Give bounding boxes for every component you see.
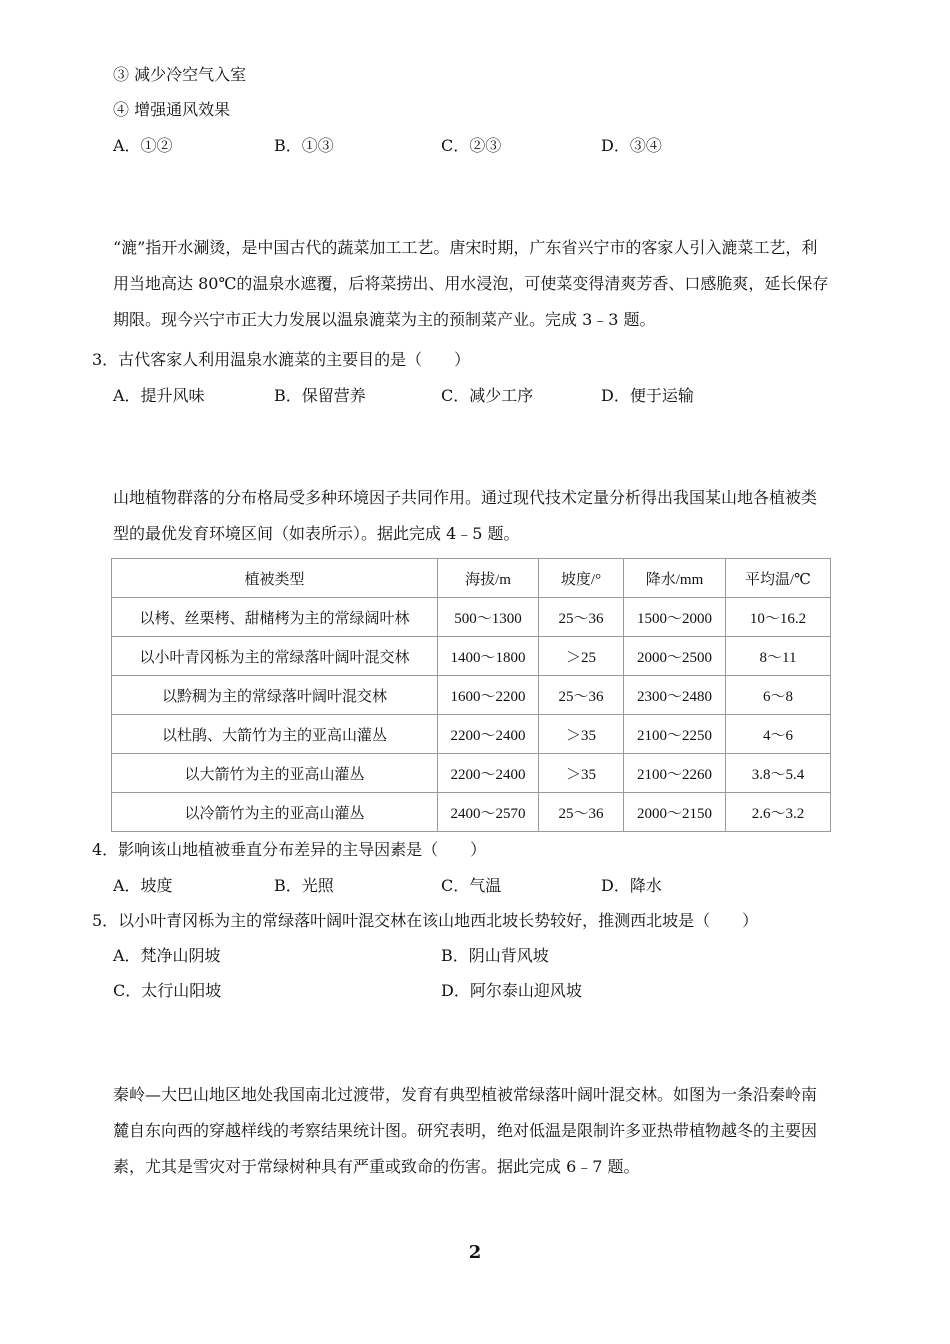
table-row	[112, 598, 831, 637]
header-slope: 坡度/°	[539, 559, 624, 598]
cell-altitude: 2200～2400	[438, 754, 539, 793]
passage-mountain-vegetation	[113, 480, 858, 552]
header-precipitation: 降水/mm	[624, 559, 726, 598]
cell-vegetation-type: 以冷箭竹为主的亚高山灌丛	[112, 793, 438, 832]
cell-vegetation-type: 以大箭竹为主的亚高山灌丛	[112, 754, 438, 793]
cell-altitude: 1600～2200	[438, 676, 539, 715]
cell-altitude: 1400～1800	[438, 637, 539, 676]
passage-line: 型的最优发育环境区间（如表所示）。据此完成 4﹣5 题。	[113, 524, 520, 543]
q3-option-b: B．保留营养	[274, 386, 366, 405]
passage-line: 素，尤其是雪灾对于常绿树种具有严重或致命的伤害。据此完成 6﹣7 题。	[113, 1157, 640, 1176]
cell-altitude: 500～1300	[438, 598, 539, 637]
header-vegetation-type: 植被类型	[112, 559, 438, 598]
q5-option-a: A．梵净山阴坡	[113, 946, 221, 965]
cell-slope: 25～36	[539, 676, 624, 715]
cell-mean-temperature: 4～6	[726, 715, 831, 754]
cell-mean-temperature: 3.8～5.4	[726, 754, 831, 793]
q3-stem: 3．古代客家人利用温泉水漉菜的主要目的是（ ）	[92, 350, 471, 369]
passage-qinling-daba	[113, 1077, 858, 1185]
q3-option-c: C．减少工序	[441, 386, 534, 405]
cell-precipitation: 2100～2260	[624, 754, 726, 793]
cell-vegetation-type: 以小叶青冈栎为主的常绿落叶阔叶混交林	[112, 637, 438, 676]
q5-option-c: C．太行山阳坡	[113, 981, 222, 1000]
passage-line: 秦岭—大巴山地区地处我国南北过渡带，发育有典型植被常绿落叶阔叶混交林。如图为一条沿秦岭南	[113, 1085, 818, 1104]
q5-option-b: B．阴山背风坡	[441, 946, 549, 965]
q5-stem: 5．以小叶青冈栎为主的常绿落叶阔叶混交林在该山地西北坡长势较好，推测西北坡是（ ）	[92, 911, 759, 930]
vegetation-environment-table	[111, 558, 831, 832]
q2-option-c: C．②③	[441, 136, 502, 155]
cell-precipitation: 2100～2250	[624, 715, 726, 754]
cell-mean-temperature: 10～16.2	[726, 598, 831, 637]
table-row	[112, 676, 831, 715]
cell-precipitation: 2000～2500	[624, 637, 726, 676]
passage-line: 山地植物群落的分布格局受多种环境因子共同作用。通过现代技术定量分析得出我国某山地各植被类	[113, 488, 818, 507]
cell-mean-temperature: 8～11	[726, 637, 831, 676]
header-altitude: 海拔/m	[438, 559, 539, 598]
q4-stem: 4．影响该山地植被垂直分布差异的主导因素是（ ）	[92, 840, 487, 859]
q2-option-b: B．①③	[274, 136, 334, 155]
q2-option-d: D．③④	[601, 136, 662, 155]
table-row	[112, 715, 831, 754]
table-row	[112, 793, 831, 832]
passage-line: 麓自东向西的穿越样线的考察结果统计图。研究表明，绝对低温是限制许多亚热带植物越冬的主要因	[113, 1121, 818, 1140]
cell-vegetation-type: 以栲、丝栗栲、甜槠栲为主的常绿阔叶林	[112, 598, 438, 637]
q4-option-c: C．气温	[441, 876, 502, 895]
cell-mean-temperature: 6～8	[726, 676, 831, 715]
q2-option-a: A．①②	[113, 136, 173, 155]
cell-altitude: 2200～2400	[438, 715, 539, 754]
cell-slope: 25～36	[539, 793, 624, 832]
table-header-row	[112, 559, 831, 598]
header-mean-temperature: 平均温/℃	[726, 559, 831, 598]
passage-line: 期限。现今兴宁市正大力发展以温泉漉菜为主的预制菜产业。完成 3﹣3 题。	[113, 310, 656, 329]
q3-option-a: A．提升风味	[113, 386, 205, 405]
passage-line: 用当地高达 80℃的温泉水遮覆，后将菜捞出、用水浸泡，可使菜变得清爽芳香、口感脆爽，延长保存	[113, 274, 829, 293]
cell-vegetation-type: 以杜鹃、大箭竹为主的亚高山灌丛	[112, 715, 438, 754]
cell-altitude: 2400～2570	[438, 793, 539, 832]
cell-slope: ＞35	[539, 754, 624, 793]
q5-option-d: D．阿尔泰山迎风坡	[441, 981, 582, 1000]
cell-mean-temperature: 2.6～3.2	[726, 793, 831, 832]
q3-option-d: D．便于运输	[601, 386, 694, 405]
cell-slope: 25～36	[539, 598, 624, 637]
q4-option-d: D．降水	[601, 876, 662, 895]
cell-slope: ＞25	[539, 637, 624, 676]
q4-option-b: B．光照	[274, 876, 334, 895]
page-number: 2	[468, 1242, 482, 1263]
cell-vegetation-type: 以黔稠为主的常绿落叶阔叶混交林	[112, 676, 438, 715]
cell-precipitation: 2300～2480	[624, 676, 726, 715]
passage-line: “漉”指开水涮烫，是中国古代的蔬菜加工工艺。唐宋时期，广东省兴宁市的客家人引入漉菜工艺，利	[113, 238, 818, 257]
passage-pickled-vegetables	[113, 230, 858, 338]
table-row	[112, 637, 831, 676]
cell-precipitation: 1500～2000	[624, 598, 726, 637]
cell-precipitation: 2000～2150	[624, 793, 726, 832]
cell-slope: ＞35	[539, 715, 624, 754]
table-row	[112, 754, 831, 793]
q2-item-4: ④ 增强通风效果	[113, 100, 231, 119]
q2-item-3: ③ 减少冷空气入室	[113, 65, 247, 84]
q4-option-a: A．坡度	[113, 876, 173, 895]
